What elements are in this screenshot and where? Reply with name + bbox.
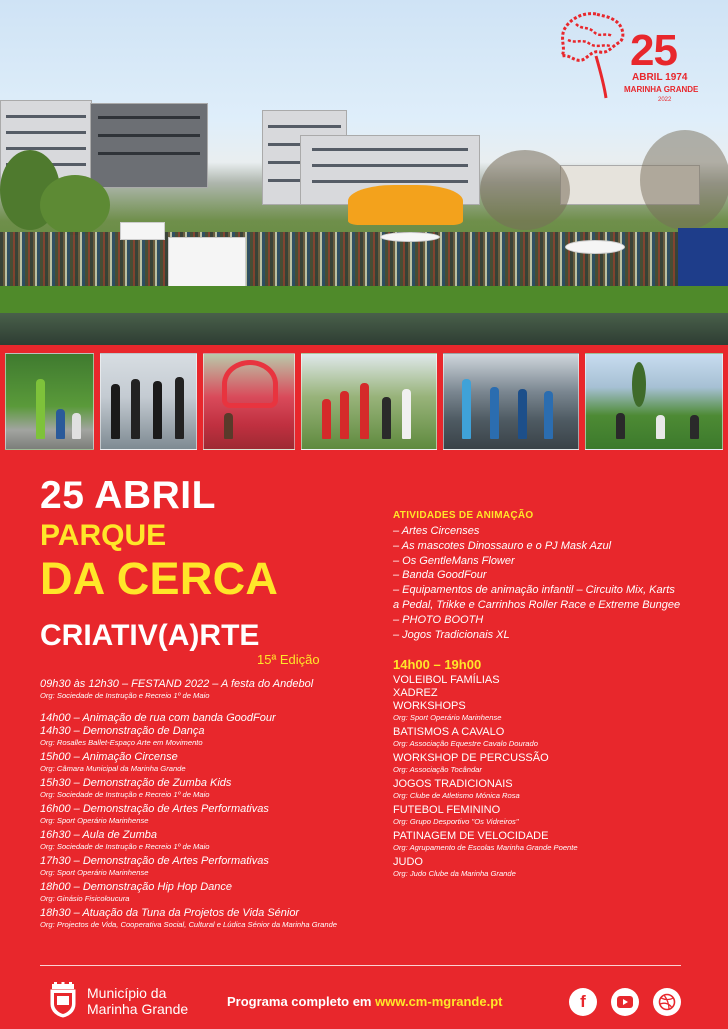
schedule-org: Org: Rosalles Ballet-Espaço Arte em Movimento [40, 738, 203, 747]
lake [0, 313, 728, 345]
activity-title: VOLEIBOL FAMÍLIAS [393, 674, 500, 686]
schedule-item [40, 725, 358, 748]
schedule-event: 09h30 às 12h30 – FESTAND 2022 – A festa do Andebol [40, 678, 314, 690]
activity-title: PATINAGEM DE VELOCIDADE [393, 830, 549, 842]
tree [480, 150, 570, 230]
photo-strip [0, 345, 728, 458]
logo-city: MARINHA GRANDE [624, 85, 699, 94]
schedule-item [40, 712, 358, 725]
activity-item: – Artes Circenses [393, 525, 480, 537]
schedule-event: 15h00 – Animação Circense [40, 751, 178, 763]
photo-thumbnail [301, 353, 437, 450]
program-label: Programa completo em [227, 994, 376, 1009]
crowd [0, 232, 728, 294]
schedule-org: Org: Sport Operário Marinhense [40, 868, 149, 877]
activity-item: – Banda GoodFour [393, 569, 487, 582]
afternoon-activities [393, 674, 713, 882]
youtube-icon[interactable] [611, 988, 639, 1016]
activity-item: a Pedal, Trikke e Carrinhos Roller Race e Extreme Bungee [393, 598, 681, 611]
schedule-event: 16h00 – Demonstração de Artes Performativas [40, 803, 269, 815]
activity-title: XADREZ [393, 687, 438, 699]
activity-item: – Jogos Tradicionais XL [393, 628, 510, 641]
activity-item: – As mascotes Dinossauro e o PJ Mask Azul [393, 539, 612, 552]
schedule-event: 16h30 – Aula de Zumba [40, 829, 158, 841]
photo-thumbnail [100, 353, 197, 450]
bouncy-castle [348, 185, 463, 225]
schedule-event: 18h30 – Atuação da Tuna da Projetos de Vida Sénior [40, 907, 300, 919]
municipality-name-line2: Marinha Grande [87, 1001, 189, 1017]
tent [168, 237, 246, 287]
activity-title: FUTEBOL FEMININO [393, 804, 501, 816]
schedule-item [40, 855, 358, 878]
schedule-list [40, 678, 358, 933]
schedule-org: Org: Sport Operário Marinhense [40, 816, 149, 825]
activity-org: Org: Associação Equestre Cavalo Dourado [393, 739, 538, 748]
schedule-event: 15h30 – Demonstração de Zumba Kids [40, 777, 232, 789]
activity-title: JOGOS TRADICIONAIS [393, 778, 513, 790]
building [90, 103, 208, 188]
event-date: 25 ABRIL [40, 474, 216, 517]
edition-label: 15ª Edição [257, 652, 320, 667]
activities-heading: ATIVIDADES DE ANIMAÇÃO [393, 510, 534, 521]
logo-number: 25 [630, 26, 677, 75]
facebook-icon[interactable]: f [569, 988, 597, 1016]
tree [640, 130, 728, 230]
schedule-event: 14h30 – Demonstração de Dança [40, 725, 205, 737]
activity-title: JUDO [393, 856, 423, 868]
hero-photo [0, 0, 728, 345]
activities-list [393, 524, 713, 642]
schedule-item [40, 751, 358, 774]
activity-org: Org: Associação Tocândar [393, 765, 482, 774]
logo-date: ABRIL 1974 [632, 72, 688, 83]
website-link[interactable]: www.cm-mgrande.pt [375, 994, 503, 1009]
activity-item: – Equipamentos de animação infantil – Circuito Mix, Karts [393, 584, 675, 597]
municipality-crest-icon [46, 982, 80, 1018]
photo-thumbnail [5, 353, 94, 450]
schedule-item [40, 777, 358, 800]
schedule-event: 17h30 – Demonstração de Artes Performativas [40, 855, 269, 867]
activity-item: – PHOTO BOOTH [393, 613, 484, 626]
activity-title: WORKSHOPS [393, 700, 466, 712]
event-name: CRIATIV(A)RTE [40, 619, 260, 652]
municipality-name-line1: Município da [87, 985, 167, 1001]
footer-divider [40, 965, 681, 966]
schedule-org: Org: Sociedade de Instrução e Recreio 1º de Maio [40, 842, 210, 851]
umbrella [380, 232, 440, 242]
lawn [0, 286, 728, 314]
activity-org: Org: Sport Operário Marinhense [393, 713, 502, 722]
schedule-event: 18h00 – Demonstração Hip Hop Dance [40, 881, 233, 893]
schedule-item [40, 907, 358, 930]
schedule-event: 14h00 – Animação de rua com banda GoodFour [40, 712, 276, 724]
schedule-org: Org: Ginásio Fisicoloucura [40, 894, 130, 903]
schedule-org: Org: Sociedade de Instrução e Recreio 1º de Maio [40, 790, 210, 799]
activity-org: Org: Grupo Desportivo "Os Vidreiros" [393, 817, 519, 826]
program-text [227, 994, 502, 1009]
activity-title: WORKSHOP DE PERCUSSÃO [393, 752, 549, 764]
tent [120, 222, 165, 240]
schedule-item [40, 881, 358, 904]
activity-title: BATISMOS A CAVALO [393, 726, 505, 738]
activity-org: Org: Agrupamento de Escolas Marinha Grande Poente [393, 843, 578, 852]
schedule-org: Org: Câmara Municipal da Marinha Grande [40, 764, 186, 773]
activity-item: – Os GentleMans Flower [393, 554, 515, 567]
photo-thumbnail [585, 353, 723, 450]
schedule-org: Org: Sociedade de Instrução e Recreio 1º de Maio [40, 691, 210, 700]
anniversary-logo [560, 10, 710, 118]
photo-thumbnail [443, 353, 579, 450]
activity-org: Org: Judo Clube da Marinha Grande [393, 869, 516, 878]
dribbble-icon[interactable] [653, 988, 681, 1016]
tree [40, 175, 110, 235]
schedule-item [40, 829, 358, 852]
logo-year: 2022 [658, 97, 672, 103]
venue-line-2: DA CERCA [40, 553, 279, 604]
afternoon-time: 14h00 – 19h00 [393, 657, 482, 672]
activity-org: Org: Clube de Atletismo Mónica Rosa [393, 791, 520, 800]
umbrella [565, 240, 625, 254]
schedule-org: Org: Projectos de Vida, Cooperativa Social, Cultural e Lúdica Sénior da Marinha Grande [40, 920, 338, 929]
schedule-item [40, 803, 358, 826]
venue-line-1: PARQUE [40, 519, 167, 552]
photo-thumbnail [203, 353, 295, 450]
schedule-item [40, 678, 358, 701]
